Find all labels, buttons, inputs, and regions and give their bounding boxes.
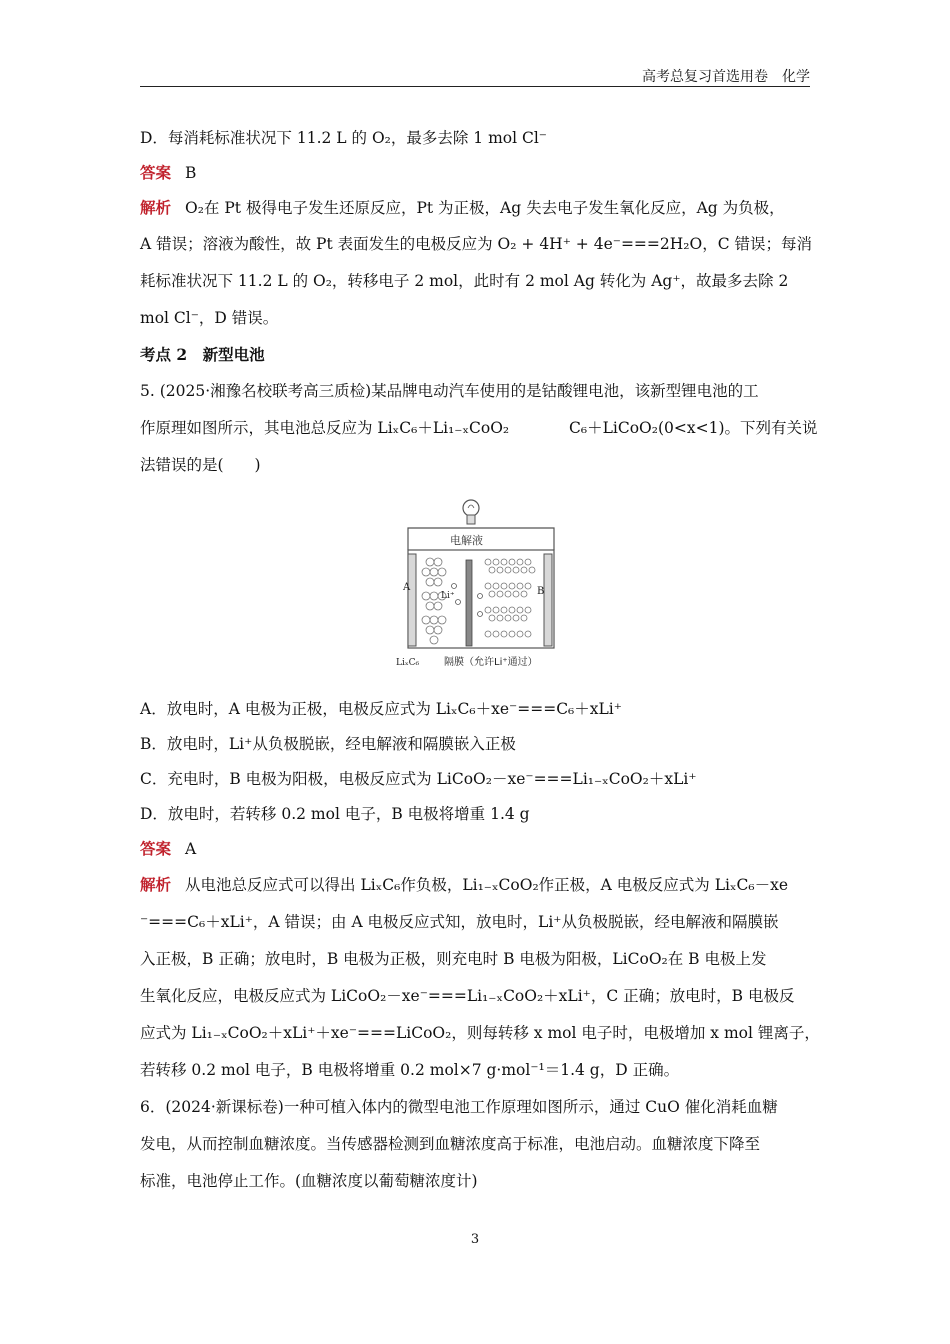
explanation-5-line-6: 若转移 0.2 mol 电子，B 电极将增重 0.2 mol×7 g·mol⁻¹＝1.4 g，D 正确。 [140,1061,680,1079]
explanation-5-line-4: 生氧化反应，电极反应式为 LiCoO₂－xe⁻===Li₁₋ₓCoO₂＋xLi⁺，C 正确；放电时，B 电极反 [140,987,795,1005]
question-6-line-3: 标准，电池停止工作。(血糖浓度以葡萄糖浓度计) [140,1172,478,1190]
explanation-4-line-4: mol Cl⁻，D 错误。 [140,309,279,327]
header-rule [140,86,810,87]
membrane-label: 隔膜（允许Li⁺通过） [444,657,538,668]
explanation-4-line-1: 解析 O₂在 Pt 极得电子发生还原反应，Pt 为正极，Ag 失去电子发生氧化反应，Ag 为负极， [140,198,785,217]
page-header: 高考总复习首选用卷 化学 [642,69,810,85]
question-5-line-1: 5. (2025·湘豫名校联考高三质检)某品牌电动汽车使用的是钴酸锂电池，该新型锂电池的工 [140,382,759,400]
explanation-5-line-5: 应式为 Li₁₋ₓCoO₂＋xLi⁺＋xe⁻===LiCoO₂，则每转移 x mol 电子时，电极增加 x mol 锂离子， [140,1024,820,1042]
explanation-5-line-3: 入正极，B 正确；放电时，B 电极为正极，则充电时 B 电极为阳极，LiCoO₂在 B 电极上发 [140,950,767,968]
electrode-a [408,554,416,646]
explanation-5-line-1: 解析 从电池总反应式可以得出 LiₓC₆作负极，Li₁₋ₓCoO₂作正极，A 电极反应式为 LiₓC₆－xe [140,875,789,894]
electrode-b [544,554,552,646]
light-bulb-icon [463,500,479,524]
answer-5 [140,838,812,860]
section-heading: 考点 2 新型电池 [140,345,265,364]
answer-value: B [185,164,197,182]
reaction-arrow-gap [514,432,564,433]
explanation-label: 解析 [140,875,172,894]
question-6-line-1: 6．(2024·新课标卷)一种可植入体内的微型电池工作原理如图所示，通过 CuO 催化消耗血糖 [140,1098,778,1116]
question-6-line-2: 发电，从而控制血糖浓度。当传感器检测到血糖浓度高于标准，电池启动。血糖浓度下降至 [140,1135,761,1153]
li-ion-label: Li⁺ [441,591,455,601]
explanation-label: 解析 [140,198,172,217]
anode-material-label: LiₓC₆ [396,658,420,668]
electrode-a-label: A [403,582,411,593]
option-c: C．充电时，B 电极为阳极，电极反应式为 LiCoO₂－xe⁻===Li₁₋ₓCoO₂＋xLi⁺ [140,770,697,788]
answer-value: A [185,840,197,858]
explanation-4-line-3: 耗标准状况下 11.2 L 的 O₂，转移电子 2 mol，此时有 2 mol Ag 转化为 Ag⁺，故最多去除 2 [140,272,789,290]
page-number: 3 [470,1232,480,1247]
option-d: D．放电时，若转移 0.2 mol 电子，B 电极将增重 1.4 g [140,805,530,823]
question-4-option-d: D．每消耗标准状况下 11.2 L 的 O₂，最多去除 1 mol Cl⁻ [140,129,547,147]
answer-label: 答案 [140,163,172,182]
explanation-4-line-2: A 错误；溶液为酸性，故 Pt 表面发生的电极反应为 O₂ + 4H⁺ + 4e⁻===2H₂O，C 错误；每消 [140,235,812,253]
answer-label: 答案 [140,839,172,858]
option-b: B．放电时，Li⁺从负极脱嵌，经电解液和隔膜嵌入正极 [140,735,516,753]
electrolyte-label: 电解液 [450,534,483,547]
option-a: A．放电时，A 电极为正极，电极反应式为 LiₓC₆＋xe⁻===C₆＋xLi⁺ [140,700,622,718]
electrode-b-label: B [537,586,545,597]
battery-diagram [396,494,566,674]
question-5-line-3: 法错误的是( ) [140,456,261,474]
explanation-5-line-2: ⁻===C₆＋xLi⁺，A 错误；由 A 电极反应式知，放电时，Li⁺从负极脱嵌，经电解液和隔膜嵌 [140,913,779,931]
separator-membrane [466,560,472,646]
question-5-line-2: 作原理如图所示，其电池总反应为 LiₓC₆＋Li₁₋ₓCoO₂ C₆＋LiCoO₂(0<x<1)。下列有关说 [140,419,818,437]
answer-4 [140,162,812,184]
